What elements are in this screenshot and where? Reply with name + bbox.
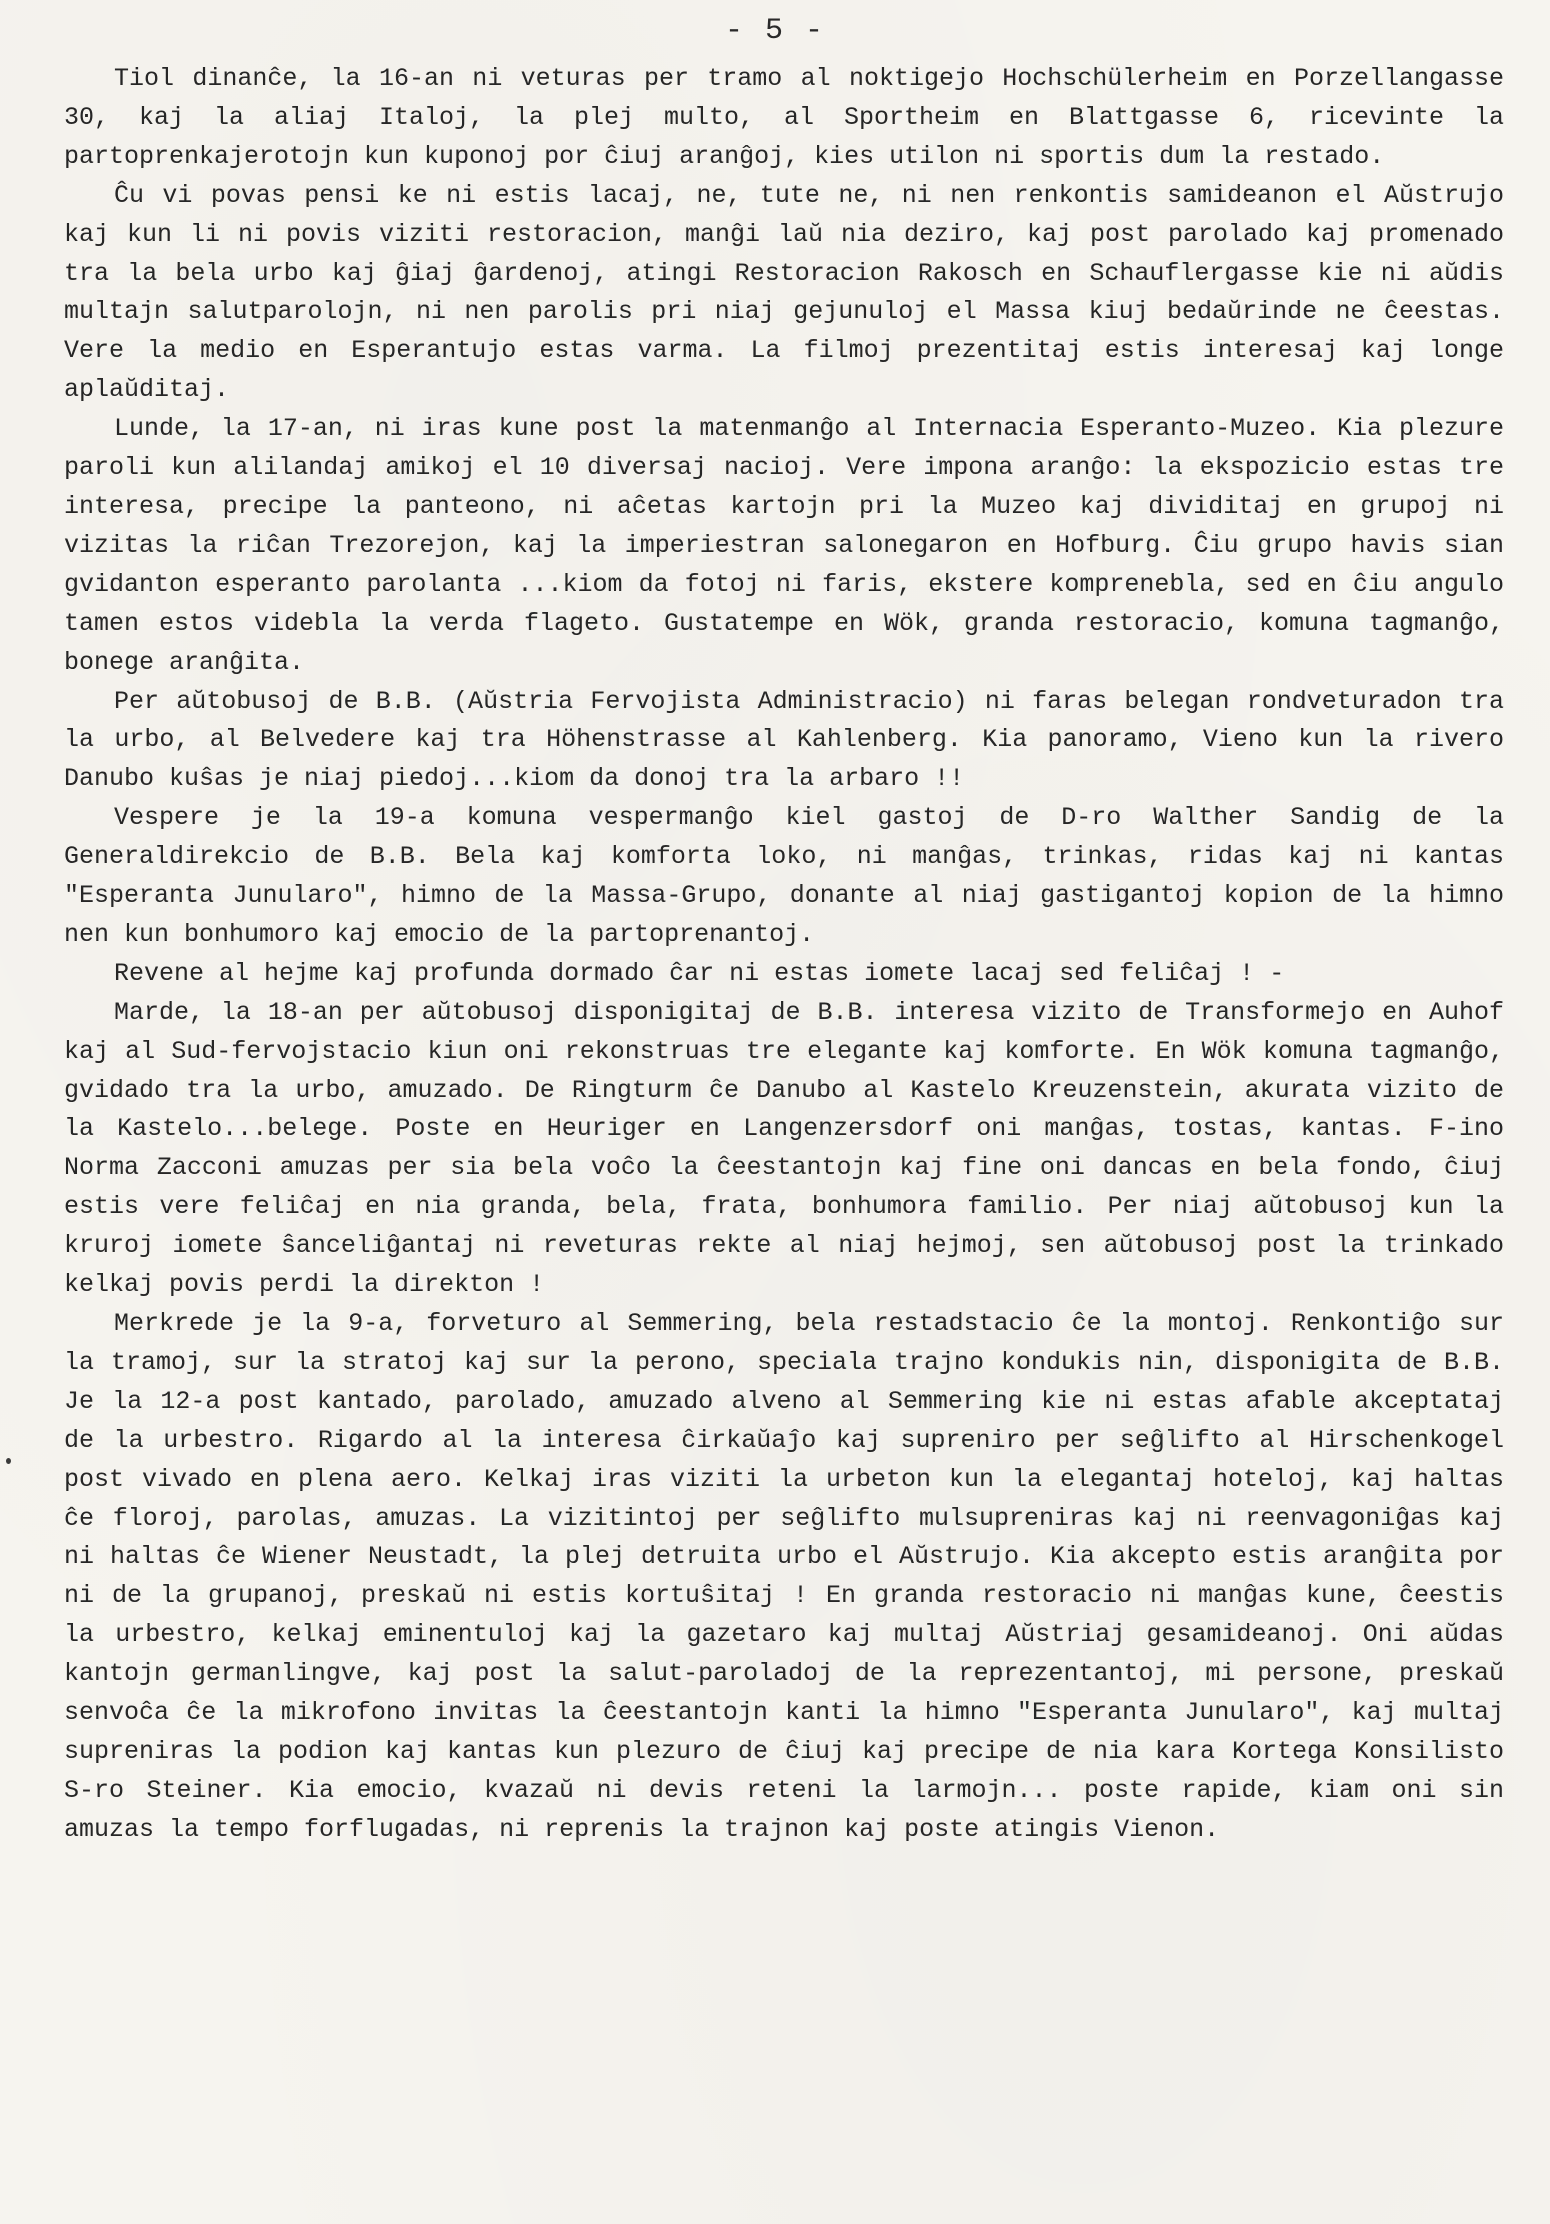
ink-speck	[6, 1458, 11, 1464]
paragraph-monday: Lunde, la 17-an, ni iras kune post la matenmanĝo al Internacia Esperanto-Muzeo. Kia plezure paroli kun alilandaj amikoj el 10 diversaj nacioj. Vere impona aranĝo: la ekspozicio estas tre interesa, precipe la panteono, ni aĉetas kartojn pri la Muzeo kaj dividitaj en grupoj ni vizitas la riĉan Trezorejon, kaj la imperiestran salonegaron en Hofburg. Ĉiu grupo havis sian gvidanton esperanto parolanta ...kiom da fotoj ni faris, ekstere komprenebla, sed en ĉiu angulo tamen estos videbla la verda flageto. Gustatempe en Wök, granda restoracio, komuna tagmanĝo, bonege aranĝita.	[64, 414, 1504, 677]
body-text	[64, 60, 1504, 1850]
paragraph-return-home: Revene al hejme kaj profunda dormado ĉar ni estas iomete lacaj sed feliĉaj ! -	[114, 958, 1285, 988]
paragraph-wednesday: Merkrede je la 9-a, forveturo al Semmering, bela restadstacio ĉe la montoj. Renkontiĝo sur la tramoj, sur la stratoj kaj sur la perono, speciala trajno kondukis nin, disponigita de B.B. Je la 12-a post kantado, parolado, amuzado alveno al Semmering kie ni estas afable akceptataj de la urbestro. Rigardo al la interesa ĉirkaŭaĵo kaj supreniro per seĝlifto al Hirschenkogel post vivado en plena aero. Kelkaj iras viziti la urbeton kun la elegantaj hoteloj, kaj haltas ĉe floroj, parolas, amuzas. La vizitintoj per seĝlifto mulsupreniras kaj ni reenvagoniĝas kaj ni haltas ĉe Wiener Neustadt, la plej detruita urbo el Aŭstrujo. Kia akcepto estis aranĝita por ni de la grupanoj, preskaŭ ni estis kortuŝitaj ! En granda restoracio ni manĝas kune, ĉeestis la urbestro, kelkaj eminentuloj kaj la gazetaro kaj multaj Aŭstriaj gesamideanoj. Oni aŭdas kantojn germanlingve, kaj post la salut-paroladoj de la reprezentantoj, mi persone, preskaŭ senvoĉa ĉe la mikrofono invitas la ĉeestantojn kanti la himno "Esperanta Junularo", kaj multaj supreniras la podion kaj kantas kun plezuro de ĉiuj kaj precipe de nia kara Kortega Konsilisto S-ro Steiner. Kia emocio, kvazaŭ ni devis reteni la larmojn... poste rapide, kiam oni sin amuzas la tempo forflugadas, ni reprenis la trajnon kaj poste atingis Vienon.	[64, 1309, 1504, 1844]
paragraph-bus-tour: Per aŭtobusoj de B.B. (Aŭstria Fervojista Administracio) ni faras belegan rondveturadon tra la urbo, al Belvedere kaj tra Höhenstrasse al Kahlenberg. Kia panoramo, Vieno kun la rivero Danubo kuŝas je niaj piedoj...kiom da donoj tra la arbaro !!	[64, 686, 1504, 794]
page-number: - 5 -	[724, 14, 825, 48]
paragraph-arrival-evening: Tiol dinanĉe, la 16-an ni veturas per tramo al noktigejo Hochschülerheim en Porzellangasse 30, kaj la aliaj Italoj, la plej multo, al Sportheim en Blattgasse 6, ricevinte la partoprenkajerotojn kun kuponoj por ĉiuj aranĝoj, kies utilon ni sportis dum la restado.	[64, 64, 1504, 171]
paragraph-monday-evening: Vespere je la 19-a komuna vespermanĝo kiel gastoj de D-ro Walther Sandig de la Generaldirekcio de B.B. Bela kaj komforta loko, ni manĝas, trinkas, ridas kaj ni kantas "Esperanta Junularo", himno de la Massa-Grupo, donante al niaj gastigantoj kopion de la himno nen kun bonhumoro kaj emocio de la partoprenantoj.	[64, 803, 1504, 949]
paragraph-first-evening: Ĉu vi povas pensi ke ni estis lacaj, ne, tute ne, ni nen renkontis samideanon el Aŭstrujo kaj kun li ni povis viziti restoracion, manĝi laŭ nia deziro, kaj post parolado kaj promenado tra la bela urbo kaj ĝiaj ĝardenoj, atingi Restoracion Rakosch en Schauflergasse kie ni aŭdis multajn salutparolojn, ni nen parolis pri niaj gejunuloj el Massa kiuj bedaŭrinde ne ĉeestas. Vere la medio en Esperantujo estas varma. La filmoj prezentitaj estis interesaj kaj longe aplaŭditaj.	[64, 180, 1504, 405]
paragraph-tuesday: Marde, la 18-an per aŭtobusoj disponigitaj de B.B. interesa vizito de Transformejo en Auhof kaj al Sud-fervojstacio kiun oni rekonstruas tre elegante kaj komforte. En Wök komuna tagmanĝo, gvidado tra la urbo, amuzado. De Ringturm ĉe Danubo al Kastelo Kreuzenstein, akurata vizito de la Kastelo...belege. Poste en Heuriger en Langenzersdorf oni manĝas, tostas, kantas. F-ino Norma Zacconi amuzas per sia bela voĉo la ĉeestantojn kaj fine oni dancas en bela fondo, ĉiuj estis vere feliĉaj en nia granda, bela, frata, bonhumora familio. Per niaj aŭtobusoj kun la kruroj iomete ŝanceliĝantaj ni reveturas rekte al niaj hejmoj, sen aŭtobusoj post la trinkado kelkaj povis perdi la direkton !	[64, 997, 1504, 1300]
